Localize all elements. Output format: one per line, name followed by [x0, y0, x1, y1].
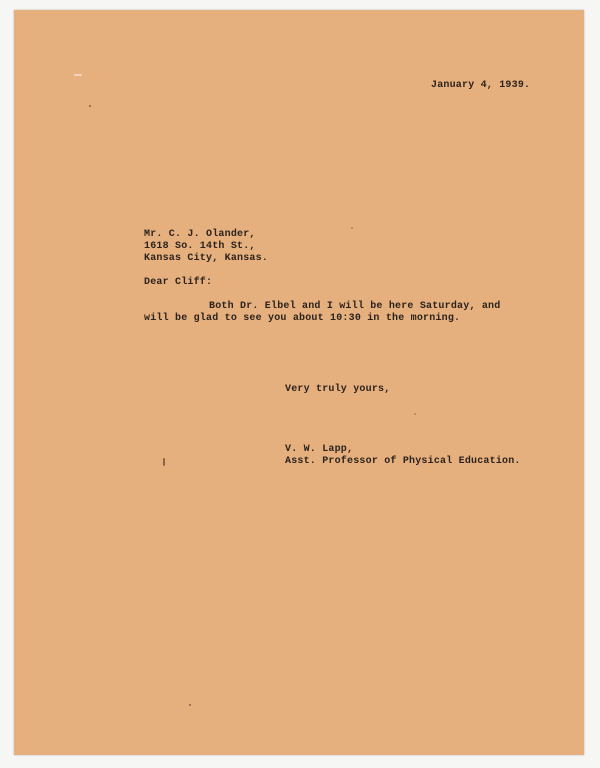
salutation: Dear Cliff:	[144, 277, 213, 288]
paper-mark	[351, 227, 353, 229]
paper-mark	[74, 74, 82, 76]
signer-name: V. W. Lapp,	[285, 444, 354, 455]
paper-mark	[414, 413, 416, 415]
address-line: Kansas City, Kansas.	[144, 253, 269, 264]
body-line: will be glad to see you about 10:30 in the morning.	[144, 313, 461, 324]
letter-date: January 4, 1939.	[431, 80, 531, 91]
paper-mark	[89, 105, 91, 107]
body-line: Both Dr. Elbel and I will be here Saturday, and	[209, 301, 501, 312]
letter-page	[14, 10, 584, 755]
paper-mark	[189, 704, 191, 706]
address-line: Mr. C. J. Olander,	[144, 229, 256, 240]
address-line: 1618 So. 14th St.,	[144, 241, 256, 252]
closing: Very truly yours,	[285, 384, 391, 395]
signer-title: Asst. Professor of Physical Education.	[285, 456, 521, 467]
paper-mark	[163, 458, 165, 466]
